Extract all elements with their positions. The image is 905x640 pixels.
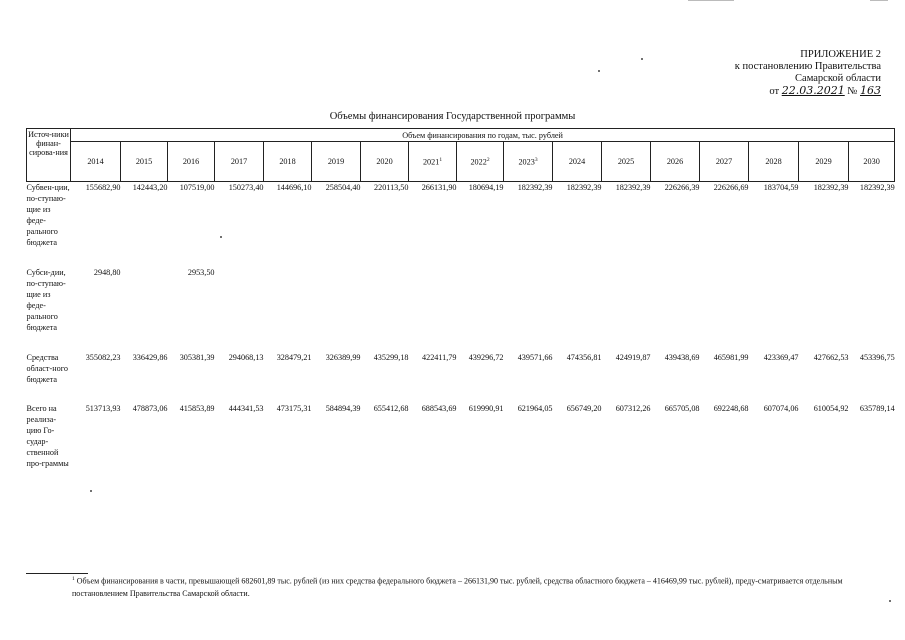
value-cell: 465981,99 [713,353,749,362]
scan-mark [688,0,734,1]
value-cell: 655412,68 [373,404,409,413]
value-cell: 226266,39 [664,183,700,192]
year-label: 2017 [230,157,248,166]
year-label: 2022 [470,157,487,167]
year-label: 2027 [715,157,733,166]
value-cell: 107519,00 [179,183,215,192]
value-cell [361,267,409,352]
year-header [849,142,895,182]
year-header [553,142,602,182]
value-cell: 424919,87 [615,353,651,362]
value-cell [312,267,361,352]
value-cell: 439571,66 [517,353,553,362]
annex-date-line [735,85,881,98]
year-header [799,142,849,182]
value-cell: 513713,93 [85,404,121,413]
scan-speck [641,58,643,60]
value-cell: 2953,50 [187,268,215,277]
year-header [700,142,749,182]
value-cell: 2948,80 [93,268,121,277]
source-header: Источ-ники финан-сирова-ния [27,129,71,182]
value-cell: 336429,86 [132,353,168,362]
table-row [27,267,895,352]
value-cell: 427662,53 [813,353,849,362]
value-cell: 474356,81 [566,353,602,362]
value-cell: 326389,99 [325,353,361,362]
date-prefix: от [769,86,780,97]
scan-speck [598,70,600,72]
year-label: 2030 [863,157,880,166]
year-header [361,142,409,182]
year-label: 2029 [815,157,832,166]
value-cell: 439296,72 [468,353,504,362]
value-cell: 439438,69 [664,353,700,362]
value-cell: 180694,19 [468,183,504,192]
value-cell: 182392,39 [859,183,895,192]
year-header [264,142,312,182]
value-cell: 453396,75 [859,353,895,362]
value-cell [121,267,168,352]
annex-header [735,49,881,98]
value-cell: 692248,68 [713,404,749,413]
value-cell [264,267,312,352]
footnote [72,573,872,600]
year-label: 2023 [518,157,535,167]
value-cell: 435299,18 [373,353,409,362]
value-cell: 688543,69 [421,404,457,413]
value-cell: 328479,21 [276,353,312,362]
year-label: 2015 [135,157,153,166]
value-cell: 619990,91 [468,404,504,413]
value-cell: 150273,40 [228,183,264,192]
year-header [121,142,168,182]
year-label: 2021 [422,157,440,167]
value-cell [457,267,504,352]
year-label: 2016 [182,157,200,166]
value-cell [749,267,799,352]
year-header [168,142,215,182]
value-cell: 144696,10 [276,183,312,192]
year-header [457,142,504,182]
value-cell: 182392,39 [615,183,651,192]
footnote-ref: 2 [486,156,490,163]
value-cell: 423369,47 [763,353,799,362]
value-cell: 182392,39 [566,183,602,192]
table-row [27,352,895,403]
year-label: 2025 [617,157,635,166]
footnote-mark: 1 [72,576,75,582]
value-cell: 422411,79 [422,353,457,362]
scan-speck [90,490,92,492]
value-cell: 478873,06 [132,404,168,413]
handwritten-number: 163 [860,84,881,97]
annex-subtitle: к постановлению Правительства [734,61,881,72]
value-cell: 444341,53 [228,404,264,413]
value-cell: 294068,13 [228,353,264,362]
value-cell: 266131,90 [421,183,457,192]
value-cell: 635789,14 [859,404,895,413]
row-label: Субси-дии, по-ступаю-щие из феде-рального бюджета [26,268,66,332]
value-cell: 656749,20 [566,404,602,413]
year-header [749,142,799,182]
value-cell [849,267,895,352]
scan-mark [870,0,888,1]
row-label: Средства област-ного бюджета [26,353,68,384]
number-prefix: № [847,86,858,97]
value-cell: 305381,39 [179,353,215,362]
year-label: 2026 [666,157,684,166]
year-header [409,142,457,182]
year-label: 2019 [327,157,345,166]
value-cell: 182392,39 [813,183,849,192]
year-label: 2014 [87,157,104,166]
value-cell: 226266,69 [713,183,749,192]
value-cell: 182392,39 [517,183,553,192]
table-row [27,403,895,484]
value-cell [799,267,849,352]
value-cell: 610054,92 [813,404,849,413]
value-cell: 607312,26 [615,404,651,413]
footnote-ref: 1 [439,156,443,163]
scan-speck [889,600,891,602]
year-header-row [27,142,895,182]
value-cell: 183704,59 [763,183,799,192]
year-label: 2020 [376,157,393,166]
year-header [651,142,700,182]
document-title: Объемы финансирования Государственной программы [329,111,576,122]
row-label: Субвен-ции, по-ступаю-щие из феде-рального бюджета [26,183,70,247]
value-cell: 665705,08 [664,404,700,413]
value-cell: 473175,31 [276,404,312,413]
value-cell: 220113,50 [374,183,409,192]
value-cell: 607074,06 [763,404,799,413]
table-row [27,182,895,268]
row-label: Всего на реализа-цию Го-судар-ственной про-граммы [26,404,69,468]
year-header [71,142,121,182]
value-cell: 142443,20 [132,183,168,192]
financing-table [26,128,895,484]
group-header: Объем финансирования по годам, тыс. рублей [71,129,895,142]
annex-region: Самарской области [795,73,881,84]
value-cell [215,267,264,352]
year-header [312,142,361,182]
value-cell: 155682,90 [85,183,121,192]
annex-title: ПРИЛОЖЕНИЕ 2 [800,49,881,60]
value-cell [700,267,749,352]
value-cell [602,267,651,352]
year-label: 2024 [568,157,586,166]
value-cell [409,267,457,352]
value-cell: 355082,23 [85,353,121,362]
year-header [504,142,553,182]
year-header [602,142,651,182]
handwritten-date: 22.03.2021 [781,84,845,97]
value-cell: 258504,40 [325,183,361,192]
value-cell [651,267,700,352]
year-header [215,142,264,182]
year-label: 2018 [279,157,296,166]
footnote-ref: 3 [534,156,538,163]
value-cell [553,267,602,352]
value-cell: 584894,39 [325,404,361,413]
value-cell: 415853,89 [179,404,215,413]
year-label: 2028 [765,157,782,166]
value-cell [504,267,553,352]
footnote-text: Объем финансирования в части, превышающей 682601,89 тыс. рублей (из них средства федерального бюджета – 266131,90 тыс. рублей, средства областного бюджета – 416469,99 тыс. рублей), преду-сматривается отдельным постановлением Правительства Самарской области. [72,576,843,598]
value-cell: 621964,05 [517,404,553,413]
scan-speck [220,236,222,238]
